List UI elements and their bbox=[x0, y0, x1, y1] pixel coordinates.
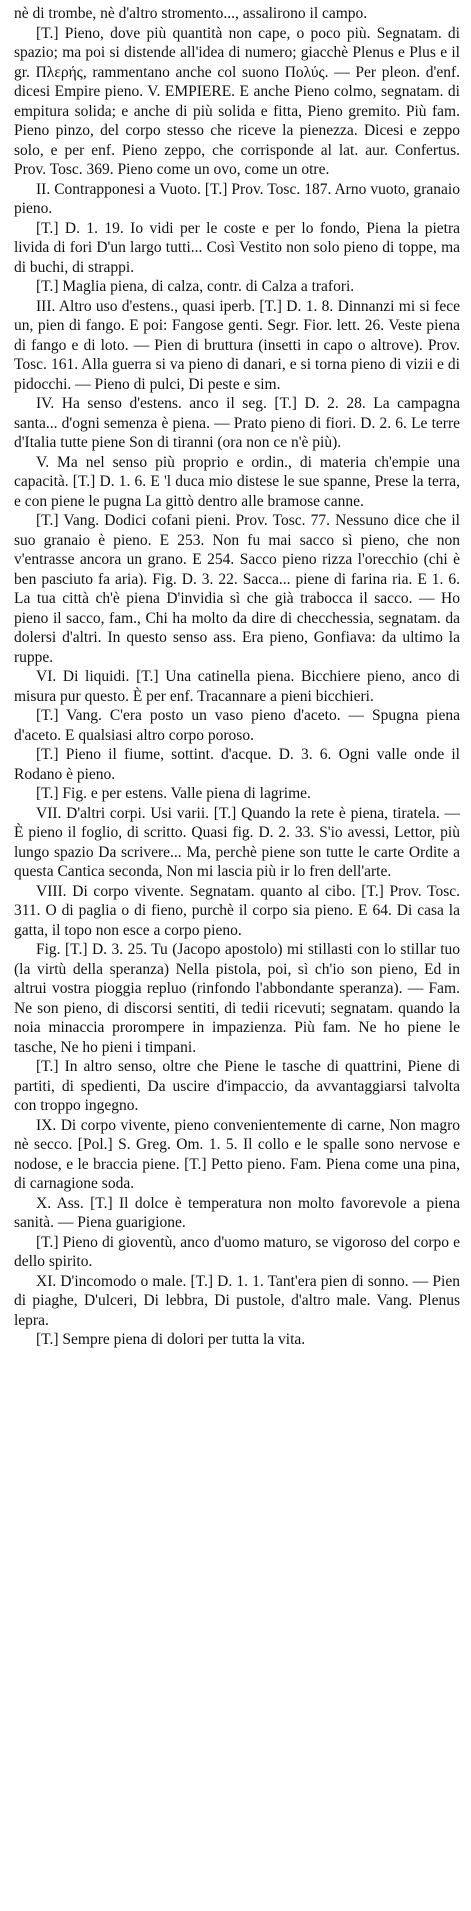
paragraph-18: IX. Di corpo vivente, pieno convenientemente di carne, Non magro nè secco. [Pol.] S. Greg. Om. 1. 5. Il collo e le spalle sono nervose e nodose, e le braccia piene. [T.] Petto pieno. Fam. Piena come una pina, di carnagione soda. bbox=[14, 1116, 460, 1192]
paragraph-2: [T.] Pieno, dove più quantità non cape, o poco più. Segnatam. di spazio; ma poi si distende all'idea di numero; giacchè Plenus e Plus e il gr. Πλερής, rammentano anche col suono Πολύς. — Per pleon. d'enf. dicesi Empire pieno. V. EMPIERE. E anche Pieno colmo, segnatam. di empitura solida; e anche di più solida e fitta, Pieno gremito. Più fam. Pieno pinzo, del corpo stesso che riceve la pienezza. Dicesi e zeppo solo, e per enf. Pieno zeppo, che corrisponde al lat. aur. Confertus. Prov. Tosc. 369. Pieno come un ovo, come un otre. bbox=[14, 24, 460, 178]
paragraph-7: IV. Ha senso d'estens. anco il seg. [T.] D. 2. 28. La campagna santa... d'ogni semenza è piena. — Prato pieno di fiori. D. 2. 6. Le terre d'Italia tutte piene Son di tiranni (ora non ce n'è più). bbox=[14, 395, 460, 451]
paragraph-11: [T.] Vang. C'era posto un vaso pieno d'aceto. — Spugna piena d'aceto. E qualsiasi altro corpo poroso. bbox=[14, 707, 460, 744]
paragraph-21: XI. D'incomodo o male. [T.] D. 1. 1. Tant'era pien di sonno. — Pien di piaghe, D'ulceri, Di lebbra, Di pustole, d'altro male. Vang. Plenus lepra. bbox=[14, 1272, 460, 1329]
paragraph-5: [T.] Maglia piena, di calza, contr. di Calza a trafori. bbox=[36, 278, 355, 295]
paragraph-12: [T.] Pieno il fiume, sottint. d'acque. D. 3. 6. Ogni valle onde il Rodano è pieno. bbox=[14, 746, 460, 783]
paragraph-10: VI. Di liquidi. [T.] Una catinella piena. Bicchiere pieno, anco di misura pur questo. È per enf. Tracannare a pieni bicchieri. bbox=[14, 668, 460, 705]
paragraph-9: [T.] Vang. Dodici cofani pieni. Prov. Tosc. 77. Nessuno dice che il suo granaio è pieno. E 253. Non fu mai sacco sì pieno, che non v'entrasse ancora un grano. E 254. Sacco pieno rizza l'orecchio (chi è ben pasciuto fa aria). Fig. D. 3. 22. Sacca... piene di farina ria. E 1. 6. La tua città ch'è piena D'invidia sì che già trabocca il sacco. — Ho pieno il sacco, fam., Chi ha molto da dire di checchessia, segnatam. da dolersi d'altri. In questo senso ass. Era pieno, Gonfiava: da ultimo la ruppe. bbox=[14, 512, 460, 666]
paragraph-19: X. Ass. [T.] Il dolce è temperatura non molto favorevole a piena sanità. — Piena guarigione. bbox=[14, 1194, 460, 1231]
paragraph-6: III. Altro uso d'estens., quasi iperb. [T.] D. 1. 8. Dinnanzi mi si fece un, pien di fango. E poi: Fangose genti. Segr. Fior. lett. 26. Veste piena di fango e di loto. — Pien di bruttura (insetti in capo o altrove). Prov. Tosc. 161. Alla guerra si va pieno di danari, e si torna pieno di vizii e di pidocchi. — Pieno di pulci, Di peste e sim. bbox=[14, 297, 460, 393]
paragraph-20: [T.] Pieno di gioventù, anco d'uomo maturo, se vigoroso del corpo e dello spirito. bbox=[14, 1233, 460, 1270]
paragraph-4: [T.] D. 1. 19. Io vidi per le coste e per lo fondo, Piena la pietra livida di fori D'un largo tutti... Così Vestito non solo pieno di toppe, ma di buchi, di strappi. bbox=[14, 219, 460, 276]
paragraph-15: VIII. Di corpo vivente. Segnatam. quanto al cibo. [T.] Prov. Tosc. 311. O di paglia o di fieno, purchè il corpo sia pieno. E 64. Di casa la gatta, il topo non esce a corpo pieno. bbox=[14, 882, 460, 939]
paragraph-22: [T.] Sempre piena di dolori per tutta la vita. bbox=[36, 1331, 306, 1348]
paragraph-14: VII. D'altri corpi. Usi varii. [T.] Quando la rete è piena, tiratela. — È pieno il foglio, di scritto. Quasi fig. D. 2. 33. S'io avessi, Lettor, più lungo spazio Da scrivere... Ma, perchè piene son tutte le carte Ordite a questa Cantica seconda, Non mi lascia più ir lo fren dell'arte. bbox=[14, 804, 460, 880]
paragraph-17: [T.] In altro senso, oltre che Piene le tasche di quattrini, Piene di partiti, di spedienti, Da uscire d'impaccio, da avvantaggiarsi talvolta con troppo ingegno. bbox=[14, 1058, 460, 1114]
paragraph-13: [T.] Fig. e per estens. Valle piena di lagrime. bbox=[36, 785, 311, 802]
paragraph-16: Fig. [T.] D. 3. 25. Tu (Jacopo apostolo) mi stillasti con lo stillar tuo (la virtù della speranza) Nella pistola, poi, sì ch'io son pieno, Ed in altrui vostra pioggia repluo (rinfondo l'abbondante speranza). — Fam. Ne son pieno, di discorsi sentiti, di tedii ricevuti; segnatam. quando la noia minaccia prorompere in impazienza. Più fam. Ne ho piene le tasche, Ne ho pieni i timpani. bbox=[14, 941, 460, 1056]
paragraph-1: nè di trombe, nè d'altro stromento..., assalirono il campo. bbox=[14, 5, 368, 22]
paragraph-8: V. Ma nel senso più proprio e ordin., di materia ch'empie una capacità. [T.] D. 1. 6. E 'l duca mio distese le sue spanne, Prese la terra, e con piene le pugna La gittò dentro alle bramose canne. bbox=[14, 453, 460, 510]
paragraph-3: II. Contrapponesi a Vuoto. [T.] Prov. Tosc. 187. Arno vuoto, granaio pieno. bbox=[14, 180, 460, 217]
